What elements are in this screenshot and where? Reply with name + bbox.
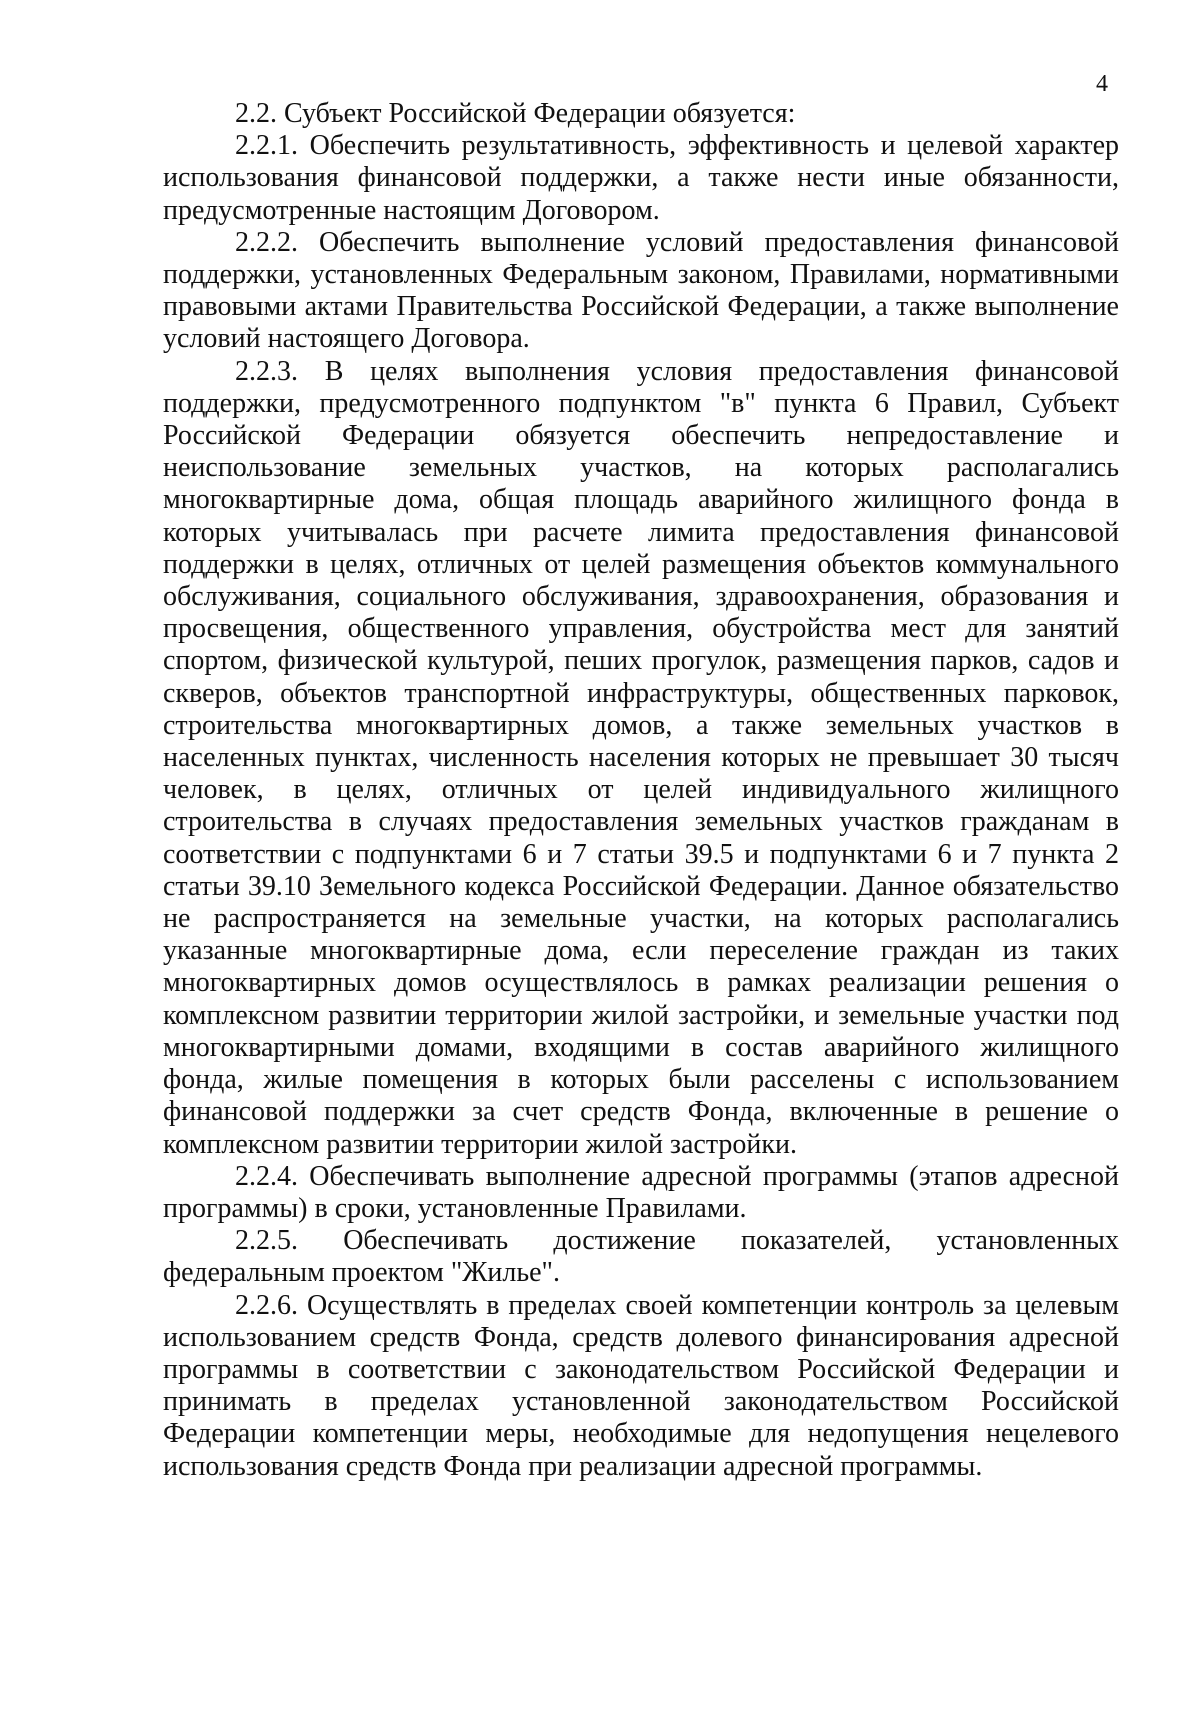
page-number: 4	[1096, 71, 1108, 97]
paragraph-2-2: 2.2. Субъект Российской Федерации обязуется:	[235, 98, 796, 129]
paragraph-2-2-3: 2.2.3. В целях выполнения условия предоставления финансовой поддержки, предусмотренного подпунктом "в" пункта 6 Правил, Субъект Российской Федерации обязуется обеспечить непредоставление и неиспользование земельных участков, на которых располагались многоквартирные дома, общая площадь аварийного жилищного фонда в которых учитывалась при расчете лимита предоставления финансовой поддержки в целях, отличных от целей размещения объектов коммунального обслуживания, социального обслуживания, здравоохранения, образования и просвещения, общественного управления, обустройства мест для занятий спортом, физической культурой, пеших прогулок, размещения парков, садов и скверов, объектов транспортной инфраструктуры, общественных парковок, строительства многоквартирных домов, а также земельных участков в населенных пунктах, численность населения которых не превышает 30 тысяч человек, в целях, отличных от целей индивидуального жилищного строительства в случаях предоставления земельных участков гражданам в соответствии с подпунктами 6 и 7 статьи 39.5 и подпунктами 6 и 7 пункта 2 статьи 39.10 Земельного кодекса Российской Федерации. Данное обязательство не распространяется на земельные участки, на которых располагались указанные многоквартирные дома, если переселение граждан из таких многоквартирных домов осуществлялось в рамках реализации решения о комплексном развитии территории жилой застройки, и земельные участки под многоквартирными домами, входящими в состав аварийного жилищного фонда, жилые помещения в которых были расселены с использованием финансовой поддержки за счет средств Фонда, включенные в решение о комплексном развитии территории жилой застройки.	[163, 355, 1119, 1160]
paragraph-2-2-2: 2.2.2. Обеспечить выполнение условий предоставления финансовой поддержки, установленных Федеральным законом, Правилами, нормативными правовыми актами Правительства Российской Федерации, а также выполнение условий настоящего Договора.	[163, 226, 1119, 355]
paragraph-2-2-5: 2.2.5. Обеспечивать достижение показателей, установленных федеральным проектом "Жилье".	[163, 1225, 1119, 1289]
document-body	[163, 98, 1119, 1483]
paragraph-2-2-4: 2.2.4. Обеспечивать выполнение адресной программы (этапов адресной программы) в сроки, установленные Правилами.	[163, 1160, 1119, 1224]
paragraph-2-2-6: 2.2.6. Осуществлять в пределах своей компетенции контроль за целевым использованием средств Фонда, средств долевого финансирования адресной программы в соответствии с законодательством Российской Федерации и принимать в пределах установленной законодательством Российской Федерации компетенции меры, необходимые для недопущения нецелевого использования средств Фонда при реализации адресной программы.	[163, 1289, 1119, 1482]
paragraph-2-2-1: 2.2.1. Обеспечить результативность, эффективность и целевой характер использования финансовой поддержки, а также нести иные обязанности, предусмотренные настоящим Договором.	[163, 130, 1119, 226]
